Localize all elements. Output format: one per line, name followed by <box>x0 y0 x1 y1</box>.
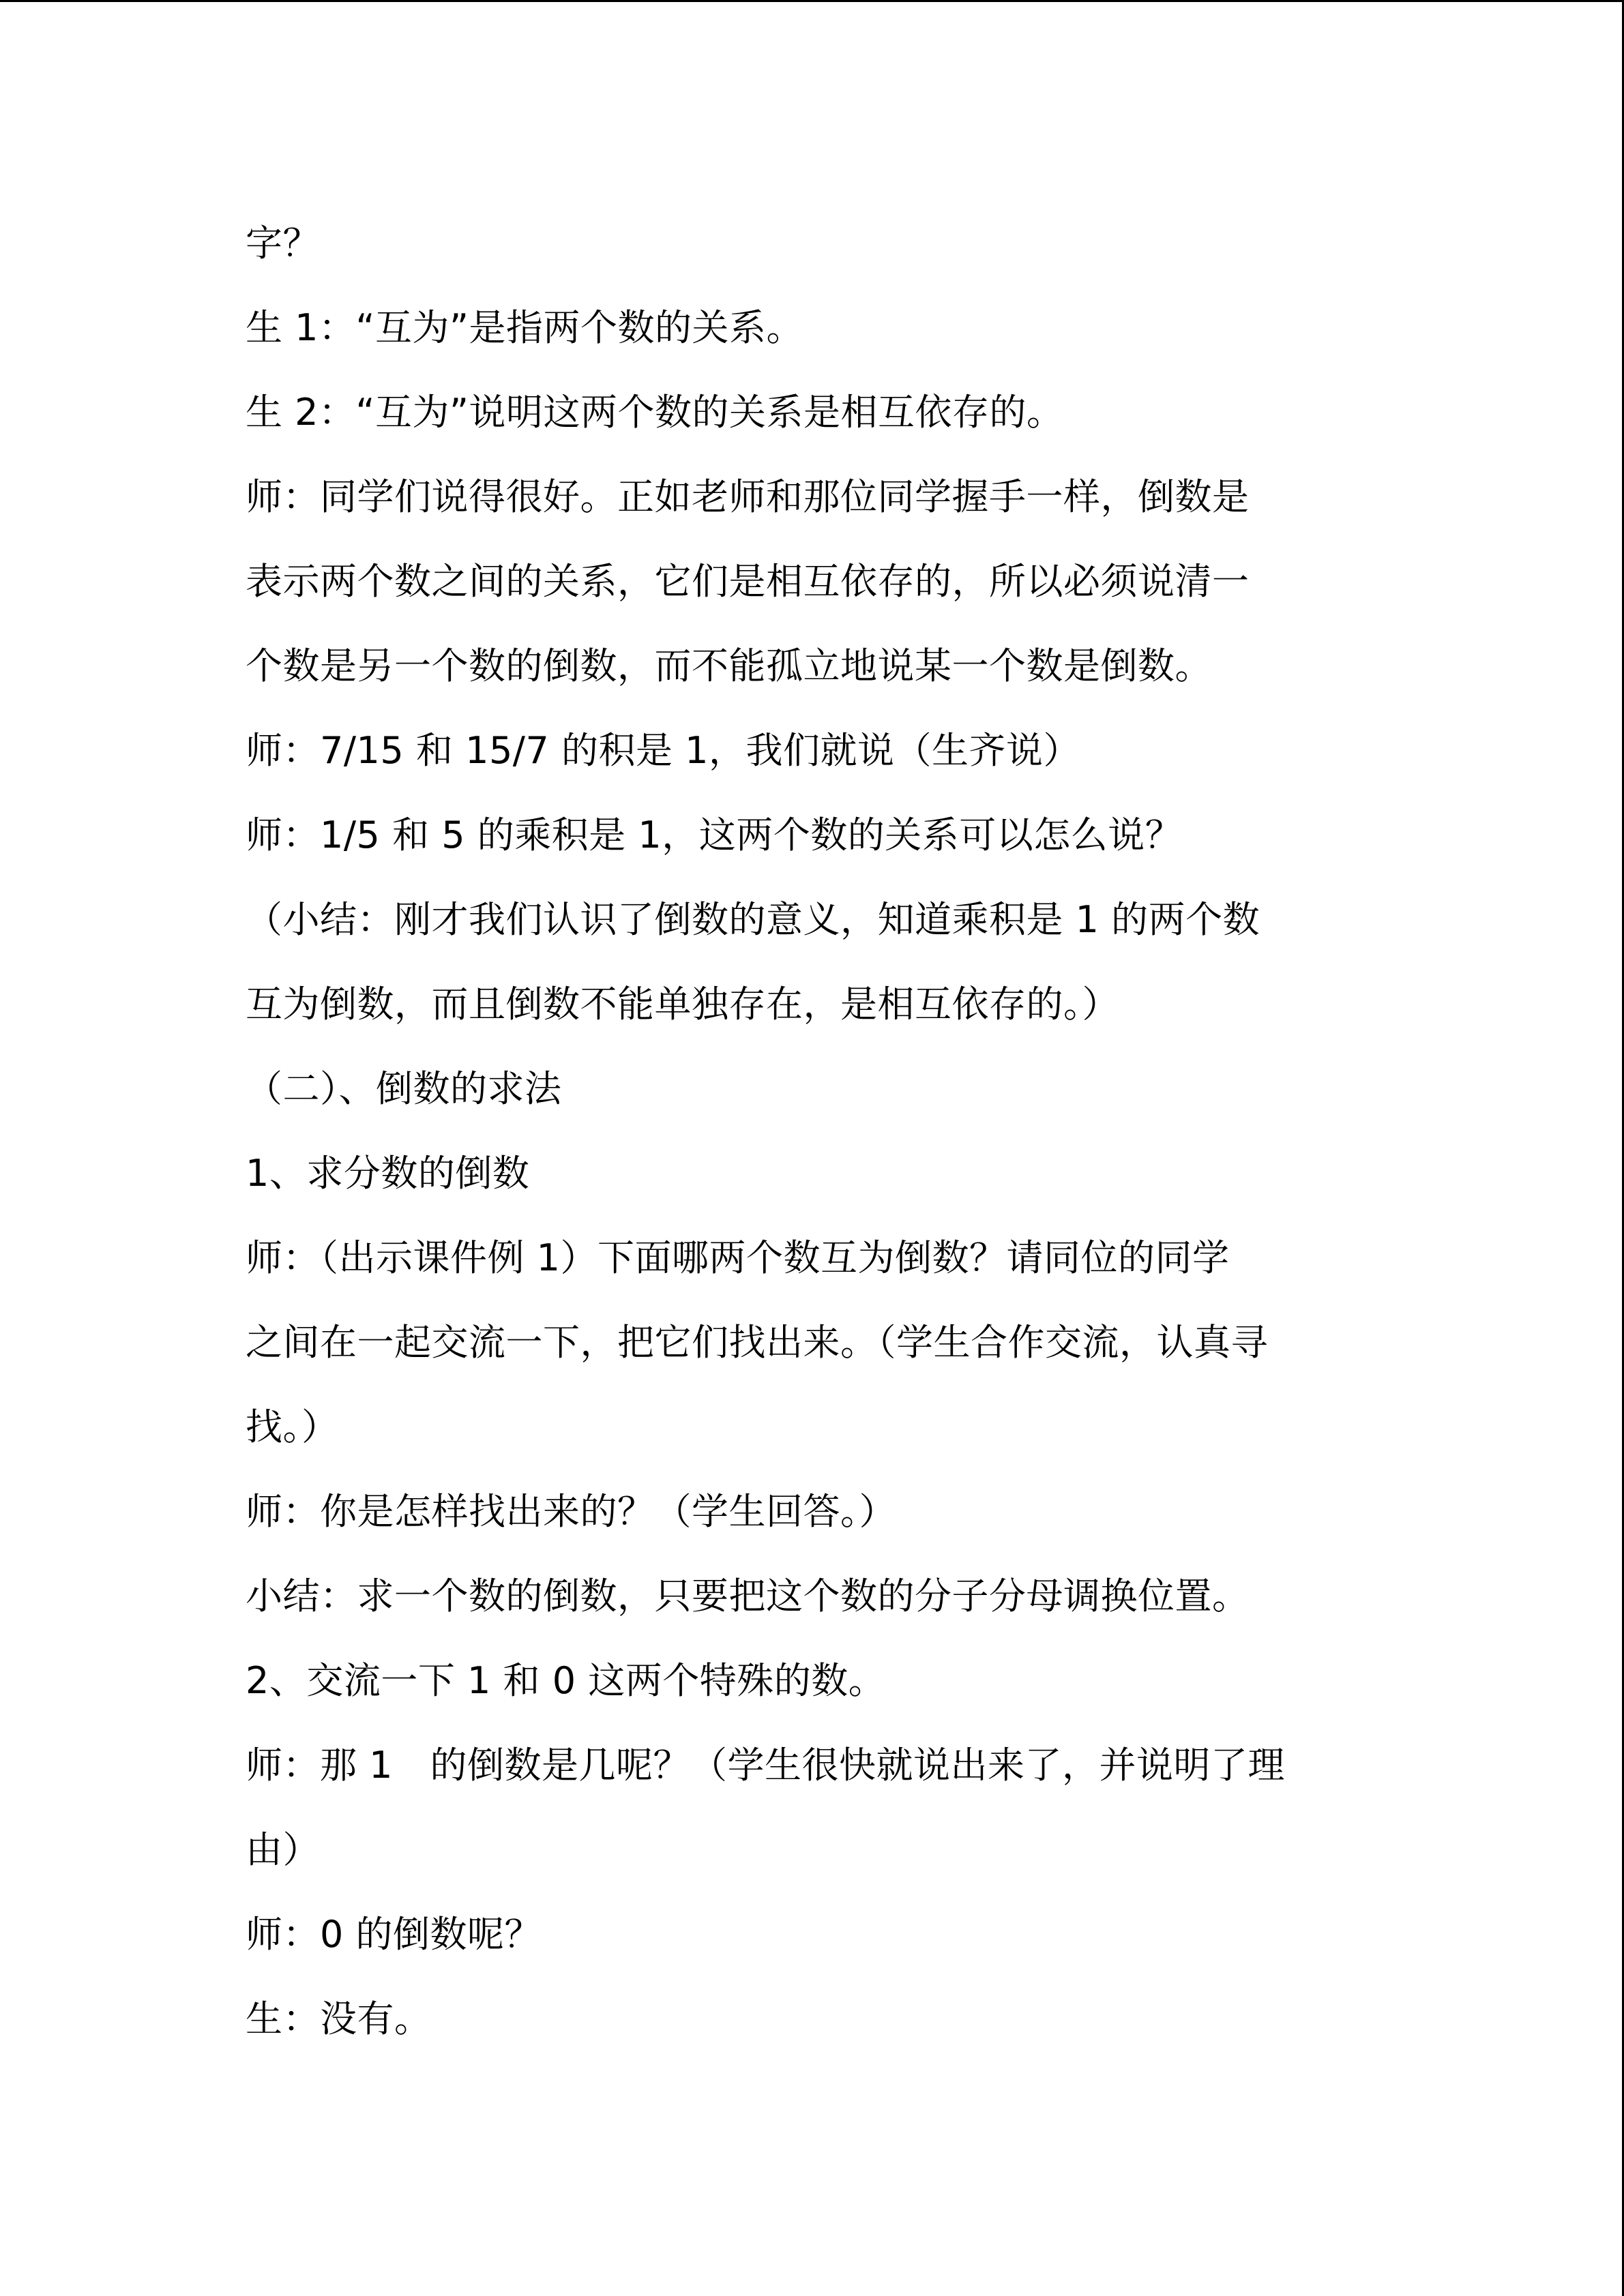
text-line-8: 师：1/5 和 5 的乘积是 1，这两个数的关系可以怎么说？ <box>246 814 1183 856</box>
text-line-9: （小结：刚才我们认识了倒数的意义，知道乘积是 1 的两个数 <box>246 898 1260 941</box>
text-line-4: 师：同学们说得很好。正如老师和那位同学握手一样，倒数是 <box>246 475 1250 518</box>
text-line-16: 师：你是怎样找出来的？（学生回答。） <box>246 1490 896 1533</box>
text-line-10: 互为倒数，而且倒数不能单独存在，是相互依存的。） <box>246 983 1119 1026</box>
text-line-15: 找。） <box>246 1405 339 1448</box>
text-line-7: 师：7/15 和 15/7 的积是 1，我们就说（生齐说） <box>246 729 1081 772</box>
subsection-heading-2: 2、交流一下 1 和 0 这两个特殊的数。 <box>246 1659 886 1702</box>
subsection-heading-1: 1、求分数的倒数 <box>246 1152 530 1195</box>
text-line-5: 表示两个数之间的关系，它们是相互依存的，所以必须说清一 <box>246 560 1250 603</box>
text-line-2: 生 1：“互为”是指两个数的关系。 <box>246 306 803 349</box>
text-line-14: 之间在一起交流一下，把它们找出来。（学生合作交流，认真寻 <box>246 1321 1268 1364</box>
text-line-17: 小结：求一个数的倒数，只要把这个数的分子分母调换位置。 <box>246 1575 1250 1617</box>
text-line-6: 个数是另一个数的倒数，而不能孤立地说某一个数是倒数。 <box>246 644 1212 687</box>
document-body <box>246 201 1391 2061</box>
text-line-3: 生 2：“互为”说明这两个数的关系是相互依存的。 <box>246 391 1064 434</box>
text-line-1: 字？ <box>246 222 320 265</box>
text-line-13: 师：（出示课件例 1）下面哪两个数互为倒数？请同位的同学 <box>246 1236 1230 1279</box>
text-line-22: 生：没有。 <box>246 1997 432 2040</box>
text-line-20: 由） <box>246 1828 320 1871</box>
section-heading: （二）、倒数的求法 <box>246 1067 562 1110</box>
text-line-19: 师：那 1 的倒数是几呢？（学生很快就说出来了，并说明了理 <box>246 1744 1286 1787</box>
text-line-21: 师：0 的倒数呢？ <box>246 1913 542 1956</box>
